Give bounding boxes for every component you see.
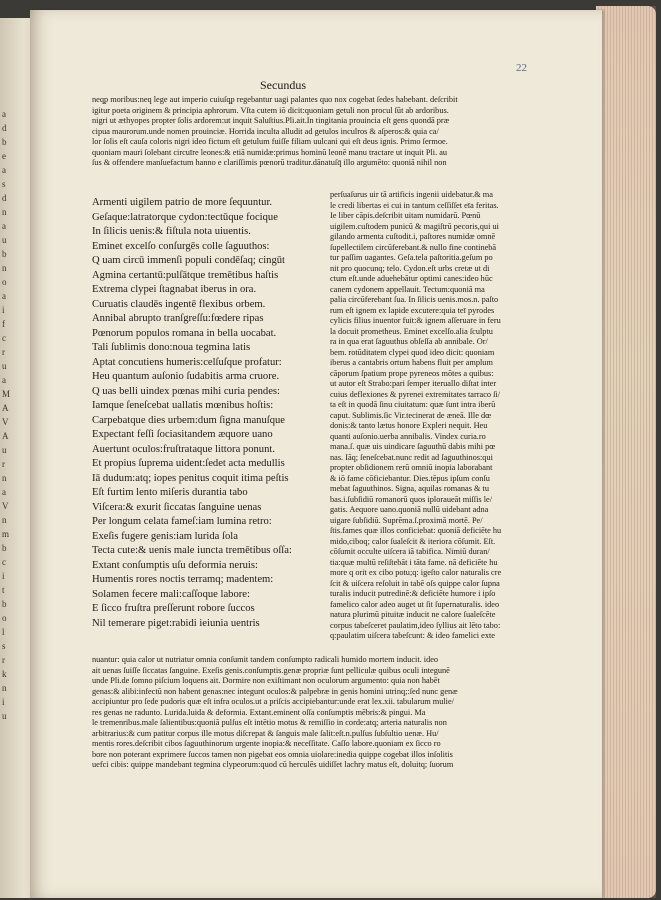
gloss-right-line: cuius deflexiones & pyrenei extremitates tarraco ſi/: [330, 389, 501, 399]
verse-line: Viſcera:& exurit ſiccatas ſanguine uenas: [92, 501, 262, 513]
left-page-fragment: o: [2, 277, 7, 287]
verse-line: Extrema clypei ſtagnabat iberus in ora.: [92, 284, 257, 295]
left-page-fragment: n: [2, 515, 7, 525]
left-page-fragment: r: [2, 459, 5, 469]
gloss-right-line: gilando armenta cuſtodit.i, paſtores numidæ omnē: [330, 232, 496, 241]
gloss-top-line: neqᵱ moribus:neq lege aut imperio cuiuſqᵱ regebantur uagi palantes quo nox cogebat ſedes habebant. deſcribit: [92, 95, 458, 104]
verse-line: Exeſis fugere genis:iam lurida ſola: [92, 530, 238, 542]
commentary-top: [92, 95, 562, 169]
left-page-fragment: o: [2, 613, 7, 623]
left-page-fragment: r: [2, 655, 5, 665]
gloss-right-line: nas. Iāq; ſeneſcebat.nunc redit ad ſaguuthinos:qui: [330, 452, 493, 462]
verse-line: Geſaque:latratorque cydon:tectūque focique: [92, 211, 278, 223]
gloss-right-line: iberus a cantabris ortum habens fluit per amplum: [330, 358, 493, 367]
verse-line: Expectant feſſi ſociasitandem æquore uano: [92, 429, 273, 440]
gloss-right-line: ta eſt in quodā ſinu ciuitatum: quæ ſunt intra iberū: [330, 400, 496, 409]
left-page-fragment: n: [2, 473, 7, 483]
left-page-fragment: n: [2, 683, 7, 693]
gloss-right-line: q:paulatim uiſcera tabeſcunt: & ideo famelici exte: [330, 631, 495, 640]
gloss-top-line: quoniam mauri ſolebant circuīre leones:& etiā numidæ:primus hominū leonē manu tractare ut inquit Pli. au: [92, 147, 448, 157]
left-page-fragment: b: [2, 137, 7, 147]
left-page-fragment: f: [2, 319, 5, 329]
verse-line: Extant conſumptis uſu deformia neruis:: [92, 559, 258, 571]
left-page-fragment: m: [2, 529, 10, 539]
gloss-top-line: ſus & offendere manſuefactum hanno e clariſſimis pœnorū traditur.dānatuſq̄ illo argumēto: quoniā nihil non: [92, 158, 447, 167]
left-page-fragment: a: [2, 109, 6, 119]
gloss-right-line: ctum eſt.unde aduehebātur optimi canes:ideo hūc: [330, 274, 493, 283]
left-page-fragment: M: [2, 389, 11, 399]
left-page-fragment: V: [2, 501, 9, 511]
gloss-right-line: uigare ſubſidiū. Suprēma.ſ.proximā mortē. Pe/: [330, 515, 483, 525]
left-page-fragment: A: [2, 403, 9, 413]
gloss-bottom-line: bore non poterant exprimere ſuccos tamen non pigebat eos omnia uiolare:inedia quippe cogebat illos inſolitis: [92, 749, 453, 759]
verse-line: Agmina certantū:pulſātque tremētibus haſtis: [92, 269, 279, 281]
gloss-right-line: ut autor eſt Strabo:pari ſemper iteruallo diſtat inter: [330, 379, 497, 388]
verse-line: Curuatis claudēs ingentē flexibus orbem.: [92, 298, 266, 310]
gloss-top-line: igitur poeta originem & principia aphrorum. Vſta cutem iō dicit:quoniam getuli non procul ſūt ab ardoribus.: [92, 105, 449, 115]
gloss-right-line: mebat ſaguuthinos. Signa, aquilas romanas & tu: [330, 484, 489, 493]
left-page-fragment: n: [2, 263, 7, 273]
gloss-right-line: famelico calor adeo auget ut ſit ſupernaturalis. ideo: [330, 599, 500, 609]
verse-line: Aptat concutiens humeris:celſuſque profatur:: [92, 356, 282, 368]
left-page-fragment: a: [2, 291, 6, 301]
gloss-right-line: perſuaſurus uir tā artificis ingenii uidebatur.& ma: [330, 190, 493, 199]
left-page-fragment: b: [2, 599, 7, 609]
gloss-right-line: mana.ſ. quæ uis uindicare ſaguuthū dabis mihi pœ: [330, 442, 496, 451]
gloss-right-line: & iō fame cōficiebantur. Dies.tēpus ipſum conſu: [330, 473, 490, 483]
verse-line: Heu quantum auſonio ſudabitis arma cruore.: [92, 371, 280, 382]
left-page-fragment: r: [2, 347, 5, 357]
gloss-top-line: nigri ut æthyopes propter ſolis ardorem:ut inquit Saluſtius.Pli.ait.In tingitania prouincia eſt gens quondā præ: [92, 116, 450, 125]
gloss-right-line: ſcit & uiſcera reſoluit in tabē oſs quippe calor ſupna: [330, 578, 500, 588]
left-page-fragment: n: [2, 207, 7, 217]
left-page-fragment: u: [2, 711, 7, 721]
left-page-fragment: e: [2, 151, 6, 161]
gloss-bottom-line: ait uenas ſuiſſe ſiccatas ſanguine. Exeſis genis.conſumptis.genæ propriæ ſunt pelliculæ quibus oculi integunē: [92, 665, 450, 675]
gloss-right-line: rum eſt ignem ex lapide excutere:quia teī pyrodes: [330, 305, 495, 315]
gloss-right-line: donis:& tanto lætus honore Expleri nequit. Heu: [330, 421, 488, 430]
verse-line: Et propius ſuprema uident:ſedet acta medullis: [92, 458, 285, 469]
verse-line: Per longum celata fameſ:iam lumina retro:: [92, 516, 272, 527]
gloss-top-line: cipua maurorum.unde nomen prouinciæ. Horrida inculta alludit ad getulos inculros & aſperos:& quia ca/: [92, 126, 439, 136]
gloss-right-line: uigilem.cuſtodem punicū & magiſtrū pecoris,qui ui: [330, 221, 499, 231]
gloss-right-line: bas.i.ſubſidiū romanorū quos iploraueāt miſſis le/: [330, 494, 492, 504]
left-page-fragment: l: [2, 627, 5, 637]
left-page-fragment: b: [2, 543, 7, 553]
gloss-bottom-line: unde Pli.de ſomno piſcium loquens ait. Dormire non exiſtimant non oculorum argumento: quia non habēt: [92, 676, 440, 685]
verse-line: Q uam circū immenſi populi condēſaq; cingūt: [92, 255, 285, 266]
left-page-fragment: A: [2, 431, 9, 441]
gloss-right-line: corpus tabeſceret paulatim,ideo ſyllius ait lēto tabo:: [330, 620, 501, 630]
gloss-right-line: tia:quæ multū reſiſtebāt i tāta fame. nā deficiēte hu: [330, 557, 498, 567]
gloss-right-line: quanti auſonio.uerba annibalis. Vindex curia.ro: [330, 431, 486, 441]
gloss-right-line: nit pro quocunq; telo. Cydon.eſt urbs cretæ ut di: [330, 263, 490, 273]
verse-line: Tali ſublimis dono:noua tegmina latis: [92, 342, 251, 353]
gloss-right-line: cylicis filius inuentor fuit:& ignem aſſeruare in feru: [330, 316, 501, 325]
left-page-fragment: i: [2, 571, 5, 581]
gloss-right-line: canem cydonem appellauit. Tectum:quoniā ma: [330, 284, 485, 294]
commentary-bottom: [92, 655, 562, 771]
left-page-fragment: k: [2, 669, 7, 679]
gloss-bottom-line: nuantur: quia calor ut nutriatur omnia conſumit tandem conſumpto radicali humido mortem inducit. ideo: [92, 655, 439, 664]
verse-line: Eminet excelſo conſurgēs colle ſaguuthos:: [92, 240, 270, 252]
left-page-fragment: u: [2, 361, 7, 371]
left-page-fragment: i: [2, 305, 5, 315]
gloss-right-line: mido,ciboq; calor ſualeſcit & iteriora cōſumit. Eſt.: [330, 536, 496, 546]
gloss-right-line: propter obſidionem rerū omniū inopia laborabant: [330, 463, 493, 472]
left-page-fragment: i: [2, 697, 5, 707]
left-page-fragment: c: [2, 333, 6, 343]
left-page-fragment: d: [2, 193, 7, 203]
left-page-fragment: a: [2, 487, 6, 497]
verse-line: Pœnorum populos romana in bella uocabat.: [92, 327, 277, 339]
verse-line: Humentis rores noctis terramq; madentem:: [92, 574, 274, 585]
gloss-right-line: tur paſſim uagantes. Geſa.tela paſtoritia.geſum po: [330, 253, 493, 262]
gloss-right-line: le credi libertas ei cui in tantum ceſſiſſet eīa feritas.: [330, 200, 499, 210]
left-page-fragment: b: [2, 249, 7, 259]
folio-number: 22: [516, 62, 527, 74]
gloss-right-line: cōſumit occulte uiſcera iā tabifica. Nimiū duran/: [330, 547, 490, 556]
gloss-right-line: turalis inducit putredinē:& deficiēte humore i ipſo: [330, 589, 496, 598]
gloss-bottom-line: uefci cibis: quippe mandebant tegmina clypeorum:quod cū herculēs uidiſſet lachry matus eſt, doluitq; ſuorum: [92, 760, 454, 769]
left-page-fragment: a: [2, 375, 6, 385]
verse-line: Nil temerare piget:rabidi ieiunia uentris: [92, 617, 260, 629]
left-page-fragment: a: [2, 221, 6, 231]
gloss-right-line: Ie liber cāpis.deſcribit uitam numidarū. Pœnū: [330, 211, 481, 220]
gloss-bottom-line: res genas ne radunto. Lurida.luida & deformia. Extant.eminent oſſa conſumptis mēbris:& pingui. Ma: [92, 707, 426, 717]
left-page-fragment: s: [2, 179, 6, 189]
verse-line: In ſilicis uenis:& fiſtula nota uiuentis.: [92, 226, 251, 237]
verse-line: E ſicco fruſtra preſſerunt robore ſuccos: [92, 603, 255, 614]
verse-line: Iamque ſeneſcebat uallatis mœnibus hoſtis:: [92, 400, 274, 411]
gloss-right-line: caput. Sublimis.ſic Vir.tecinerat de æneā. Ille dœ: [330, 410, 492, 420]
left-page-fragment: c: [2, 557, 6, 567]
gloss-right-line: ſupellectilem circūferebant.& nullo fine continebā: [330, 242, 497, 252]
gloss-top-line: lor ſolis eſt cauſa coloris nigri ideo fictum eſt getulum fuiſſe filiam uulcani qui eſt deus ignis. Primo ſermoe.: [92, 137, 448, 146]
gloss-right-line: gatis. Aequore uano.quoniā nullū uidebant adna: [330, 505, 489, 514]
verse-line: Q uas belli uindex pœnas mihi curia pendes:: [92, 385, 280, 397]
gloss-bottom-line: mentis rores.deſcribit cibos ſaguuthinorum urgente inopia:& neceſſitate. Caſſo labore.quoniam ex ſicco ro: [92, 739, 441, 748]
left-page-fragment: u: [2, 445, 7, 455]
verse-line: Auertunt oculos:fruſtrataque littora ponunt.: [92, 443, 275, 455]
verse-line: Iā dudum:atq; iopes penitus coquit itima peſtis: [92, 472, 289, 484]
left-page-fragment: a: [2, 165, 6, 175]
left-page-fragment: t: [2, 585, 5, 595]
gloss-right-line: natura plurimū pituitæ inducit ne calore ſualeſcēte: [330, 610, 496, 619]
gloss-right-line: ra in qua erat ſaguuthus obſeſſa ab annibale. Or/: [330, 337, 488, 346]
left-page-fragment: V: [2, 417, 9, 427]
gloss-right-line: la docuit prometheus. Eminet excelſo.alia ſculptu: [330, 326, 493, 336]
gloss-right-line: bem. rotūditatem clypei quod ideo dicit: quoniam: [330, 347, 495, 357]
commentary-right: [330, 190, 564, 642]
verse-block: [92, 196, 322, 631]
gloss-right-line: palia circūferebant ſua. In ſilicis uenis.mos.n. paſto: [330, 295, 499, 304]
gloss-right-line: ſtis.fames quæ illos conficiebat: quoniā deficiēte hu: [330, 526, 502, 535]
verse-line: Carpebatque dies urbem:dum ſigna manuſque: [92, 414, 285, 426]
gloss-bottom-line: genas:& alibi:infectū non habent genas:nec integunt oculos:& palpebræ in genis homini utrinq;:ſed nunc genæ: [92, 686, 458, 696]
gloss-right-line: more q orit ex cibo potu;q: igeſto calor naturalis cre: [330, 568, 502, 577]
gloss-right-line: cāporum ſpatium prope pyreneos mōtes a quibus:: [330, 368, 494, 378]
verse-line: Tecta cute:& uenis male iuncta tremētibus oſſa:: [92, 545, 292, 556]
page-fore-edge: [596, 6, 656, 898]
left-page-fragment: d: [2, 123, 7, 133]
verse-line: Solamen fecere mali:caſſoque labore:: [92, 588, 250, 600]
gloss-bottom-line: accipiuntur pro ſede pudoris quæ eſt infra oculos.ut a priſcis accipiebantur:unde erat lex.xii. tabularum mulie/: [92, 697, 454, 706]
gloss-bottom-line: arbitrarius:& cum patitur corpus ille motus diſcrepat & ſanguis male ſalit:eſt.n.pulſus ſubſultio uenæ. Hu/: [92, 728, 439, 738]
gloss-bottom-line: le tremenribus.male ſalientibus:quoniā pulſus eſt intētio motus & remiſſio in corde:atq; arteria naturalis non: [92, 718, 447, 727]
left-page-fragment: s: [2, 641, 6, 651]
verse-line: Armenti uigilem patrio de more ſequuntur.: [92, 197, 273, 208]
verse-line: Annibal abrupto tranſgreſſu:fœdere ripas: [92, 313, 264, 324]
verse-line: Eſt furtim lento miſeris durantia tabo: [92, 487, 248, 498]
left-page-fragment: u: [2, 235, 7, 245]
running-head: Secundus: [260, 78, 306, 92]
